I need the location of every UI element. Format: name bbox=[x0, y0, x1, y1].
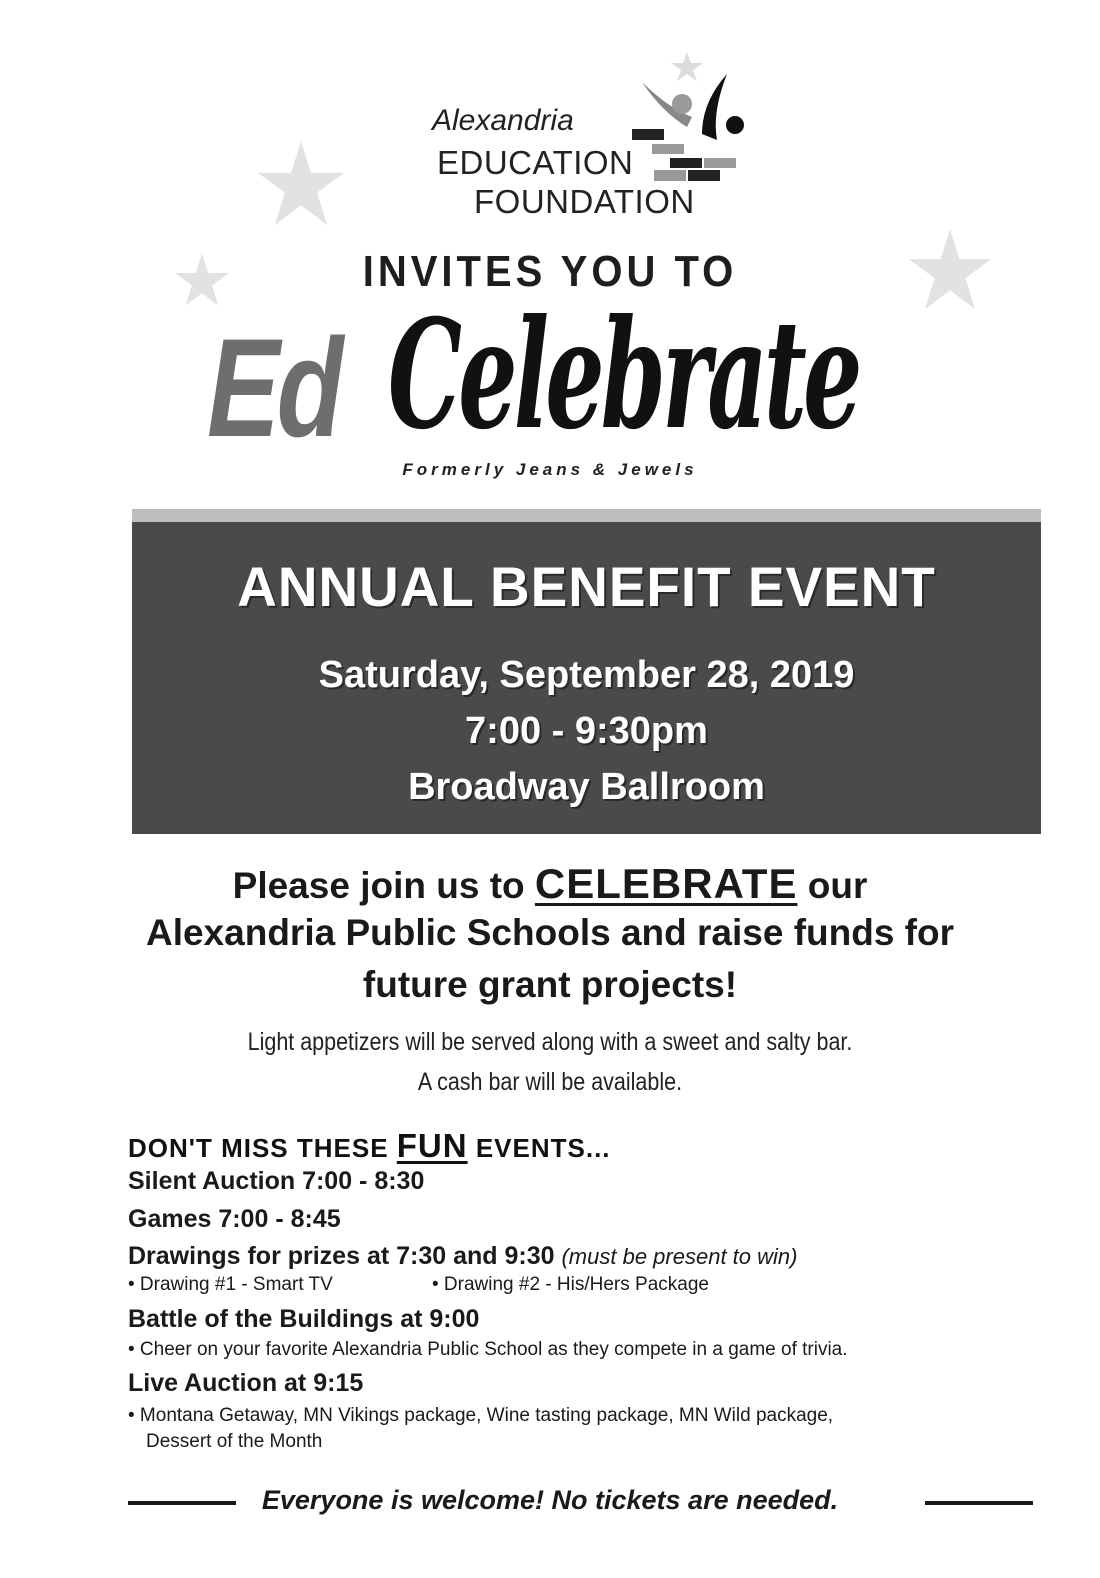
invitation-line-1 bbox=[0, 860, 1100, 908]
drawing-2-bullet: • Drawing #2 - His/Hers Package bbox=[432, 1274, 709, 1295]
fun-events-heading bbox=[128, 1127, 611, 1165]
logo-line-alexandria: Alexandria bbox=[432, 104, 574, 137]
brand-ed: Ed bbox=[207, 309, 341, 466]
invitation-text: Please join us to bbox=[232, 865, 535, 906]
celebrate-emphasis: CELEBRATE bbox=[534, 860, 798, 907]
logo-line-education: EDUCATION bbox=[437, 144, 634, 181]
food-note-2: A cash bar will be available. bbox=[417, 1068, 683, 1096]
fun-emphasis: FUN bbox=[396, 1127, 468, 1164]
divider-right bbox=[925, 1501, 1033, 1505]
heading-text: DON'T MISS THESE bbox=[128, 1133, 397, 1163]
invitation-line-2: Alexandria Public Schools and raise funds for bbox=[145, 912, 955, 953]
live-auction-bullet: • Montana Getaway, MN Vikings package, Wine tasting package, MN Wild package, bbox=[128, 1405, 834, 1426]
brand-celebrate: Celebrate bbox=[388, 287, 859, 463]
event-details-box bbox=[132, 509, 1041, 834]
event-item-drawings bbox=[128, 1242, 797, 1271]
event-title: ANNUAL BENEFIT EVENT bbox=[237, 555, 936, 618]
invites-heading: INVITES YOU TO bbox=[362, 248, 738, 296]
invitation-line-3: future grant projects! bbox=[362, 964, 738, 1005]
event-item-silent-auction: Silent Auction 7:00 - 8:30 bbox=[128, 1167, 425, 1195]
event-time: 7:00 - 9:30pm bbox=[465, 710, 708, 752]
logo-figures-icon bbox=[632, 52, 752, 182]
drawings-note: (must be present to win) bbox=[561, 1244, 798, 1269]
food-note-1: Light appetizers will be served along with a sweet and salty bar. bbox=[247, 1028, 853, 1056]
logo-line-foundation: FOUNDATION bbox=[474, 183, 695, 220]
invitation-text: our bbox=[797, 865, 868, 906]
formerly-subtitle: Formerly Jeans & Jewels bbox=[402, 460, 698, 479]
event-item-battle: Battle of the Buildings at 9:00 bbox=[128, 1305, 480, 1333]
battle-bullet: • Cheer on your favorite Alexandria Public School as they compete in a game of trivia. bbox=[128, 1339, 848, 1360]
drawings-heading: Drawings for prizes at 7:30 and 9:30 bbox=[128, 1242, 562, 1270]
live-auction-bullet-cont: Dessert of the Month bbox=[146, 1431, 323, 1452]
event-date: Saturday, September 28, 2019 bbox=[318, 654, 855, 696]
welcome-message: Everyone is welcome! No tickets are needed. bbox=[261, 1485, 839, 1515]
event-item-live-auction: Live Auction at 9:15 bbox=[128, 1369, 364, 1397]
event-venue: Broadway Ballroom bbox=[408, 766, 765, 808]
event-item-games: Games 7:00 - 8:45 bbox=[128, 1205, 341, 1233]
star-icon bbox=[256, 140, 346, 228]
heading-text: EVENTS... bbox=[467, 1133, 611, 1163]
drawing-1-bullet: • Drawing #1 - Smart TV bbox=[128, 1274, 333, 1295]
